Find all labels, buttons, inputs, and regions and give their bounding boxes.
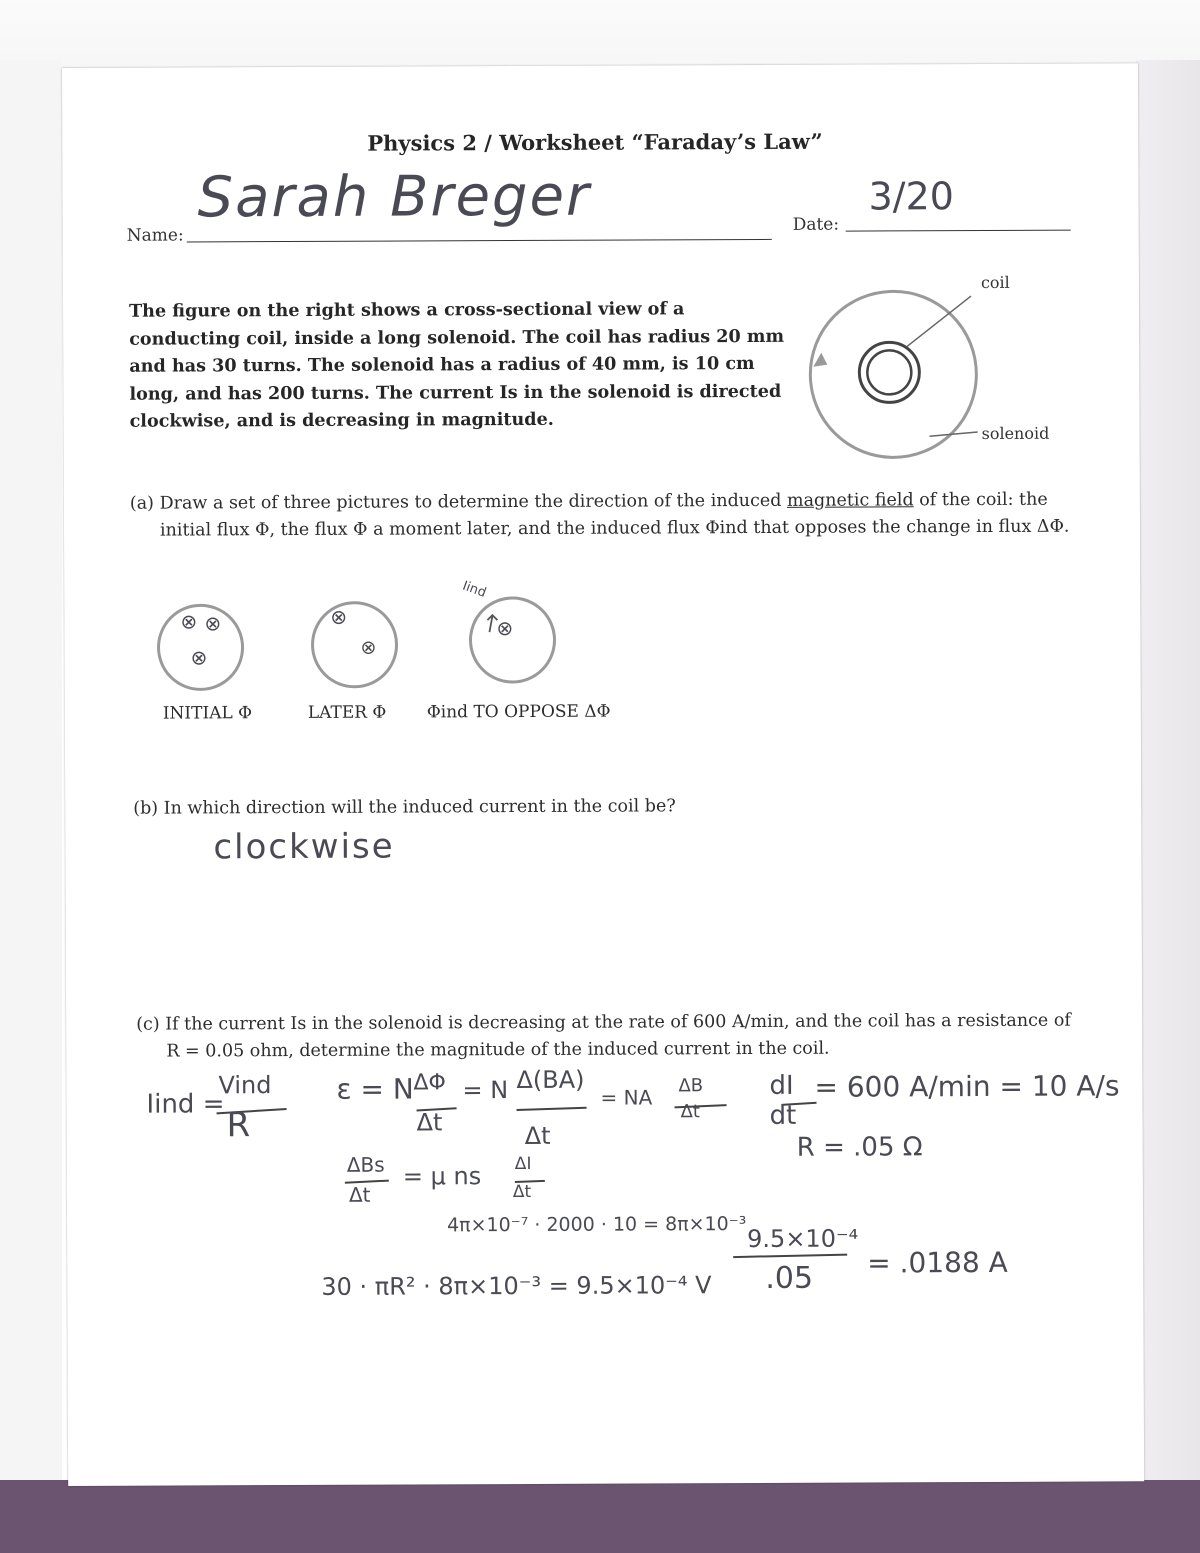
name-label: Name:: [126, 225, 184, 246]
part-a-text-3: initial flux Φ, the flux Φ a moment later, and the induced flux Φind that opposes the change in flux ΔΦ.: [159, 516, 1070, 541]
coil-label: coil: [980, 272, 1010, 292]
intro-paragraph: The figure on the right shows a cross-sectional view of a conducting coil, inside a long solenoid. The coil has radius 20 mm and has 30 turns. The solenoid has a radius of 40 mm, is 10 cm long, and has 200 turns. The current Is in the solenoid is directed clockwise, and is decreasing in magnitude.: [129, 298, 785, 432]
work-emf-eq3: = NA: [600, 1085, 653, 1110]
solenoid-label: solenoid: [981, 423, 1050, 443]
work-emf-den3: Δt: [680, 1101, 700, 1123]
caption-induced: Φind TO OPPOSE ΔΦ: [426, 701, 611, 723]
name-line: [187, 239, 772, 243]
work-dbs-den2: Δt: [512, 1181, 532, 1203]
scan-background-left: [0, 60, 62, 1490]
part-a-text-2: of the coil: the: [919, 489, 1048, 511]
later-flux-mark-1: ⊗: [330, 604, 348, 629]
work-iind-lhs: Iind =: [146, 1089, 225, 1120]
work-calc-1: 4π×10⁻⁷ · 2000 · 10 = 8π×10⁻³: [447, 1213, 747, 1237]
work-final-result: = .0188 A: [867, 1245, 1008, 1280]
induced-flux-mark: ⊗: [496, 616, 514, 641]
part-b-question: (b) In which direction will the induced current in the coil be?: [133, 796, 676, 819]
initial-flux-mark-2: ⊗: [204, 611, 222, 636]
work-emf-eq2: = N: [462, 1076, 509, 1105]
induced-current-handwritten: Iind: [460, 578, 489, 601]
work-final-num: 9.5×10⁻⁴: [747, 1224, 859, 1254]
part-c-text-2: R = 0.05 ohm, determine the magnitude of the induced current in the coil.: [166, 1038, 830, 1062]
work-emf-num2: Δ(BA): [516, 1065, 585, 1095]
work-calc-2: 30 · πR² · 8π×10⁻³ = 9.5×10⁻⁴ V: [321, 1271, 712, 1301]
coil-solenoid-figure: [803, 274, 1064, 475]
part-a-underlined: magnetic field: [786, 490, 914, 511]
caption-later: LATER Φ: [307, 702, 387, 723]
later-flux-mark-2: ⊗: [360, 636, 377, 659]
work-iind-den: R: [226, 1105, 251, 1146]
work-rate-value: = 600 A/min = 10 A/s: [814, 1069, 1120, 1104]
caption-initial: INITIAL Φ: [162, 703, 253, 724]
work-emf-num3: ΔB: [678, 1075, 704, 1097]
worksheet-page: [62, 63, 1144, 1486]
work-resistance: R = .05 Ω: [796, 1132, 923, 1163]
name-handwritten: Sarah Breger: [197, 163, 592, 231]
part-a-question: [130, 487, 1080, 545]
part-a-text-1: (a) Draw a set of three pictures to determine the direction of the induced: [129, 490, 782, 514]
part-c-text-1: (c) If the current Is in the solenoid is decreasing at the rate of 600 A/min, and the coil has a resistance of: [136, 1010, 1071, 1035]
work-iind-num: Vind: [218, 1071, 272, 1100]
work-dbs-num: ΔBs: [346, 1152, 385, 1177]
date-handwritten: 3/20: [868, 174, 955, 219]
page-title: Physics 2 / Worksheet “Faraday’s Law”: [367, 128, 823, 156]
work-emf-den2: Δt: [524, 1121, 551, 1150]
date-label: Date:: [792, 214, 840, 235]
scan-background-right: [1136, 60, 1200, 1490]
work-dbs-rhs: = μ ns: [402, 1162, 482, 1191]
part-b-answer-handwritten: clockwise: [213, 826, 395, 868]
work-rate-den: dt: [769, 1100, 797, 1131]
initial-flux-mark-1: ⊗: [180, 609, 198, 634]
work-rate-num: dI: [769, 1070, 794, 1101]
scan-background-bottom: [0, 1480, 1200, 1553]
work-dbs-num2: ΔI: [514, 1153, 532, 1175]
work-emf-num1: ΔΦ: [413, 1070, 446, 1096]
date-line: [846, 230, 1071, 232]
part-c-question: [136, 1007, 1096, 1065]
work-emf-den1: Δt: [416, 1108, 443, 1137]
work-dbs-den: Δt: [348, 1182, 371, 1207]
initial-flux-mark-3: ⊗: [190, 645, 208, 670]
work-emf-lhs: ε = N: [336, 1072, 414, 1106]
work-final-den: .05: [765, 1260, 814, 1296]
